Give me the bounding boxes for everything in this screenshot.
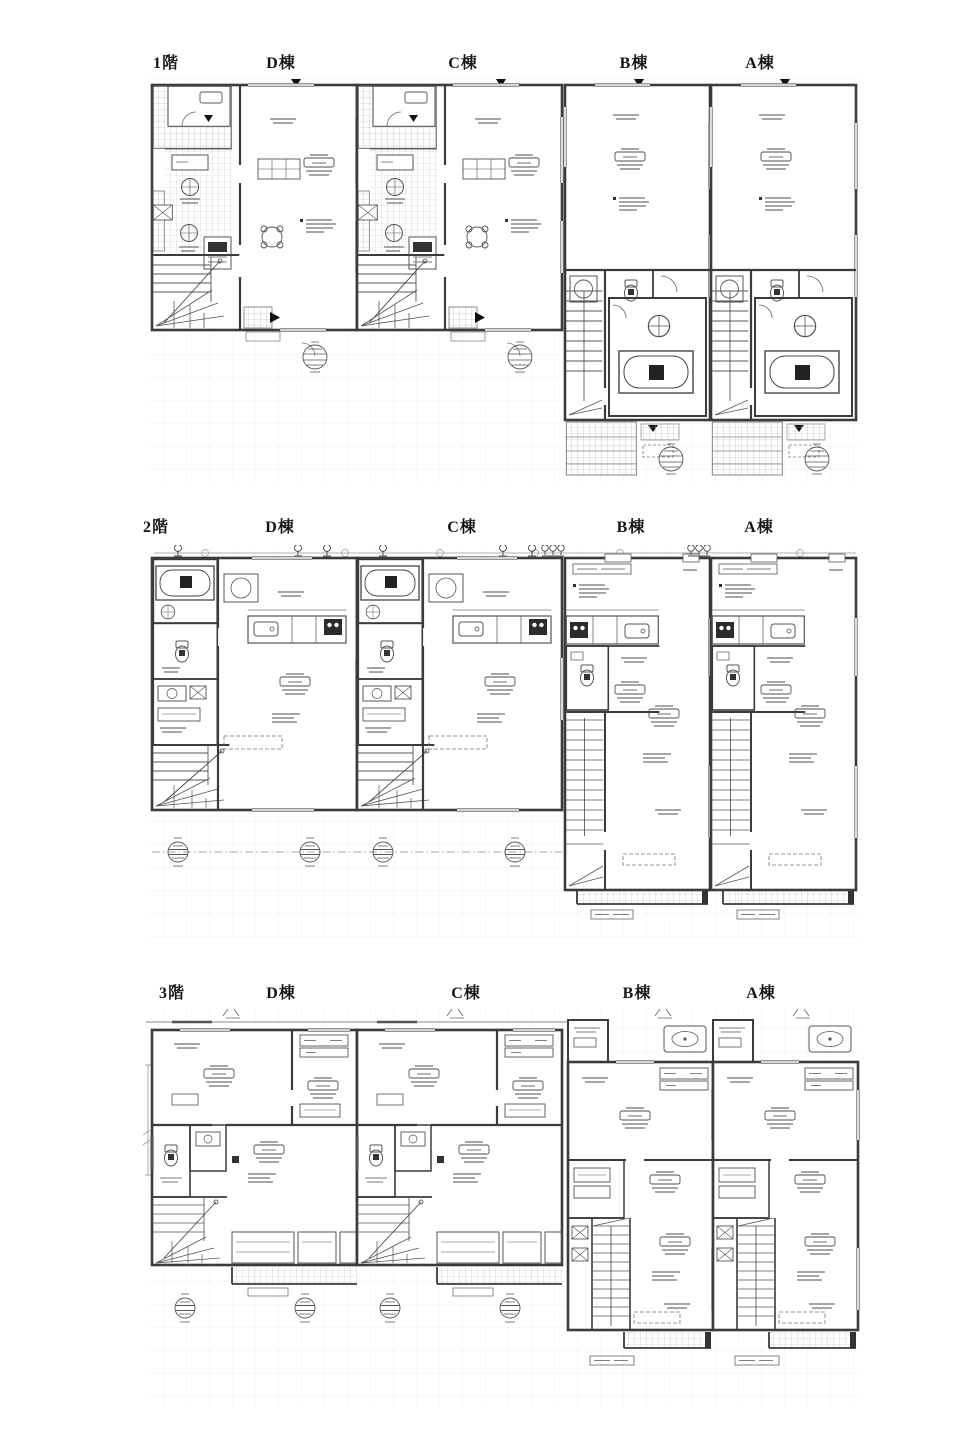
unit-a-3f — [713, 1020, 859, 1365]
unit-a-2f — [688, 545, 858, 919]
building-label-1f-a: A棟 — [745, 55, 775, 72]
unit-d-1f — [152, 79, 358, 372]
building-label-2f-d: D棟 — [265, 519, 295, 536]
building-label-2f-b: B棟 — [616, 519, 646, 536]
floor-label-1f: 1階 — [152, 55, 180, 72]
unit-b-3f — [568, 1020, 714, 1365]
building-label-2f-c: C棟 — [447, 519, 477, 536]
floor-plan-3f — [140, 1005, 870, 1430]
building-label-1f-b: B棟 — [619, 55, 649, 72]
floor-label-3f: 3階 — [158, 985, 186, 1002]
unit-b-2f — [542, 545, 712, 919]
building-label-3f-b: B棟 — [622, 985, 652, 1002]
unit-c-1f — [357, 79, 563, 372]
building-label-2f-a: A棟 — [744, 519, 774, 536]
building-label-3f-c: C棟 — [451, 985, 481, 1002]
floor-label-2f: 2階 — [142, 519, 170, 536]
building-label-3f-d: D棟 — [266, 985, 296, 1002]
unit-a-1f — [710, 79, 857, 475]
building-label-1f-d: D棟 — [266, 55, 296, 72]
floor-plan-1f — [140, 78, 870, 490]
unit-b-1f — [564, 79, 711, 475]
building-label-3f-a: A棟 — [746, 985, 776, 1002]
building-label-1f-c: C棟 — [448, 55, 478, 72]
floor-plan-2f — [140, 545, 870, 945]
